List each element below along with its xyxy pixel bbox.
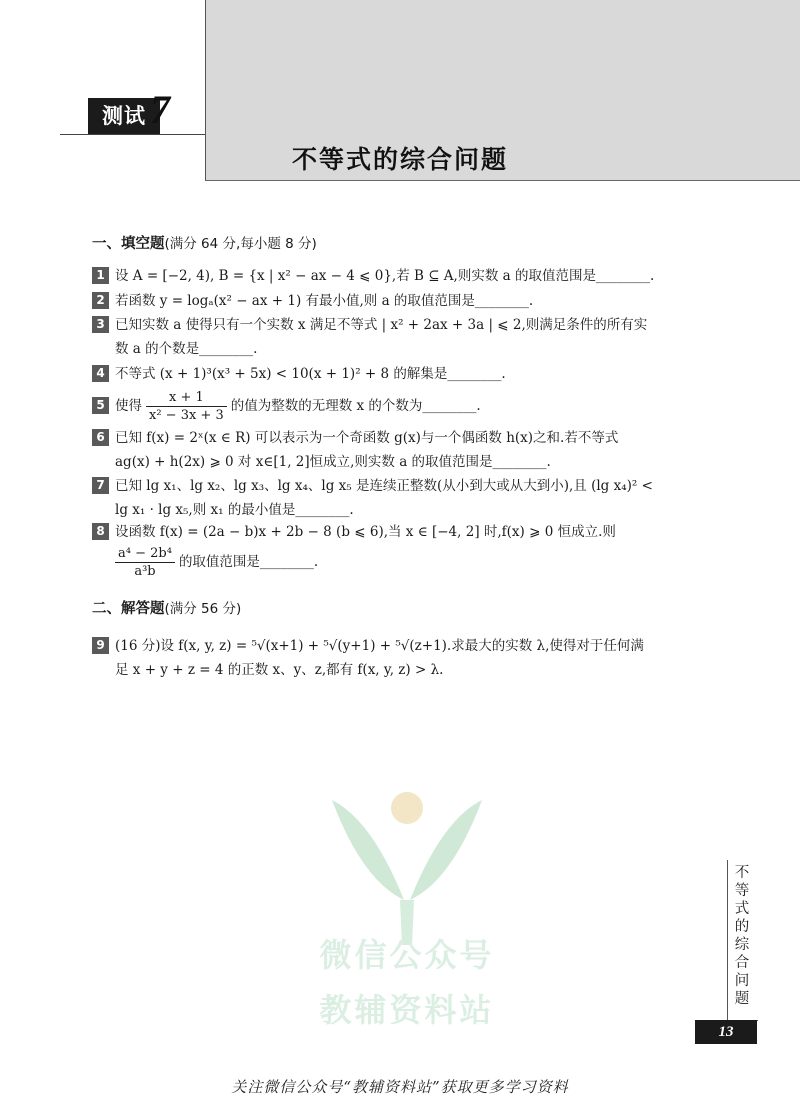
fraction-numerator: a⁴ − 2b⁴ [115, 545, 175, 563]
question-text-continued: 足 x + y + z = 4 的正数 x、y、z,都有 f(x, y, z) > λ. [115, 662, 444, 678]
question-number-badge: 1 [92, 267, 109, 284]
test-label: 测试 [88, 98, 160, 134]
watermark-line-2: 教辅资料站 [319, 991, 495, 1029]
section-title: 一、填空题 [92, 236, 165, 252]
question-9 [92, 634, 724, 682]
question-text-suffix: 的值为整数的无理数 x 的个数为________. [230, 398, 481, 414]
fraction-denominator: x² − 3x + 3 [149, 408, 224, 423]
question-1 [92, 264, 724, 288]
question-number-badge: 7 [92, 477, 109, 494]
question-text: 已知实数 a 使得只有一个实数 x 满足不等式 | x² + 2ax + 3a | ⩽ 2,则满足条件的所有实 [115, 317, 648, 333]
header-rule [60, 134, 205, 135]
question-7 [92, 474, 724, 522]
question-number-badge: 5 [92, 397, 109, 414]
question-text-continued: ag(x) + h(2x) ⩾ 0 对 x∈[1, 2]恒成立,则实数 a 的取值范围是________. [115, 454, 551, 470]
question-number-badge: 4 [92, 365, 109, 382]
question-text-continued: lg x₁ · lg x₅,则 x₁ 的最小值是________. [115, 502, 354, 518]
question-5 [92, 388, 724, 424]
question-text-prefix: 使得 [115, 398, 142, 414]
test-number: 7 [150, 87, 170, 132]
question-number-badge: 6 [92, 429, 109, 446]
question-text: 已知 lg x₁、lg x₂、lg x₃、lg x₄、lg x₅ 是连续正整数(从小到大或从大到小),且 (lg x₄)² < [115, 478, 653, 494]
page-title: 不等式的综合问题 [291, 145, 508, 174]
section-note: (满分 56 分) [164, 601, 242, 617]
question-number-badge: 8 [92, 523, 109, 540]
section-heading [92, 597, 241, 618]
question-text: 设 A = [−2, 4), B = {x | x² − ax − 4 ⩽ 0},若 B ⊆ A,则实数 a 的取值范围是________. [115, 268, 655, 284]
fraction-denominator: a³b [134, 564, 156, 579]
panel-bottom-rule [205, 180, 800, 181]
question-number-badge: 2 [92, 292, 109, 309]
question-3 [92, 313, 724, 361]
question-4 [92, 362, 724, 386]
question-6 [92, 426, 724, 474]
question-text: (16 分)设 f(x, y, z) = ⁵√(x+1) + ⁵√(y+1) + ⁵√(z+1).求最大的实数 λ,使得对于任何满 [115, 638, 644, 654]
question-text-suffix: 的取值范围是________. [178, 554, 319, 570]
section-note: (满分 64 分,每小题 8 分) [164, 236, 317, 252]
question-text: 若函数 y = logₐ(x² − ax + 1) 有最小值,则 a 的取值范围是________. [115, 293, 534, 309]
section-title: 二、解答题 [92, 601, 165, 617]
question-number-badge: 3 [92, 316, 109, 333]
section-heading [92, 232, 317, 253]
question-text: 已知 f(x) = 2ˣ(x ∈ R) 可以表示为一个奇函数 g(x)与一个偶函数 h(x)之和.若不等式 [115, 430, 619, 446]
question-2 [92, 289, 724, 313]
question-text: 不等式 (x + 1)³(x³ + 5x) < 10(x + 1)² + 8 的解集是________. [115, 366, 506, 382]
fraction [146, 389, 227, 424]
question-8 [92, 520, 724, 580]
watermark-line-1: 微信公众号 [319, 936, 495, 974]
fraction-numerator: x + 1 [146, 389, 227, 407]
question-text-continued [92, 544, 724, 580]
question-number-badge: 9 [92, 637, 109, 654]
fraction [115, 545, 175, 580]
footer-note: 关注微信公众号“教辅资料站”获取更多学习资料 [231, 1078, 569, 1096]
side-title: 不等式的综合问题 [734, 865, 750, 1007]
question-text: 设函数 f(x) = (2a − b)x + 2b − 8 (b ⩽ 6),当 x ∈ [−4, 2] 时,f(x) ⩾ 0 恒成立.则 [115, 524, 616, 540]
question-text-continued: 数 a 的个数是________. [115, 341, 258, 357]
page-number: 13 [695, 1020, 757, 1044]
